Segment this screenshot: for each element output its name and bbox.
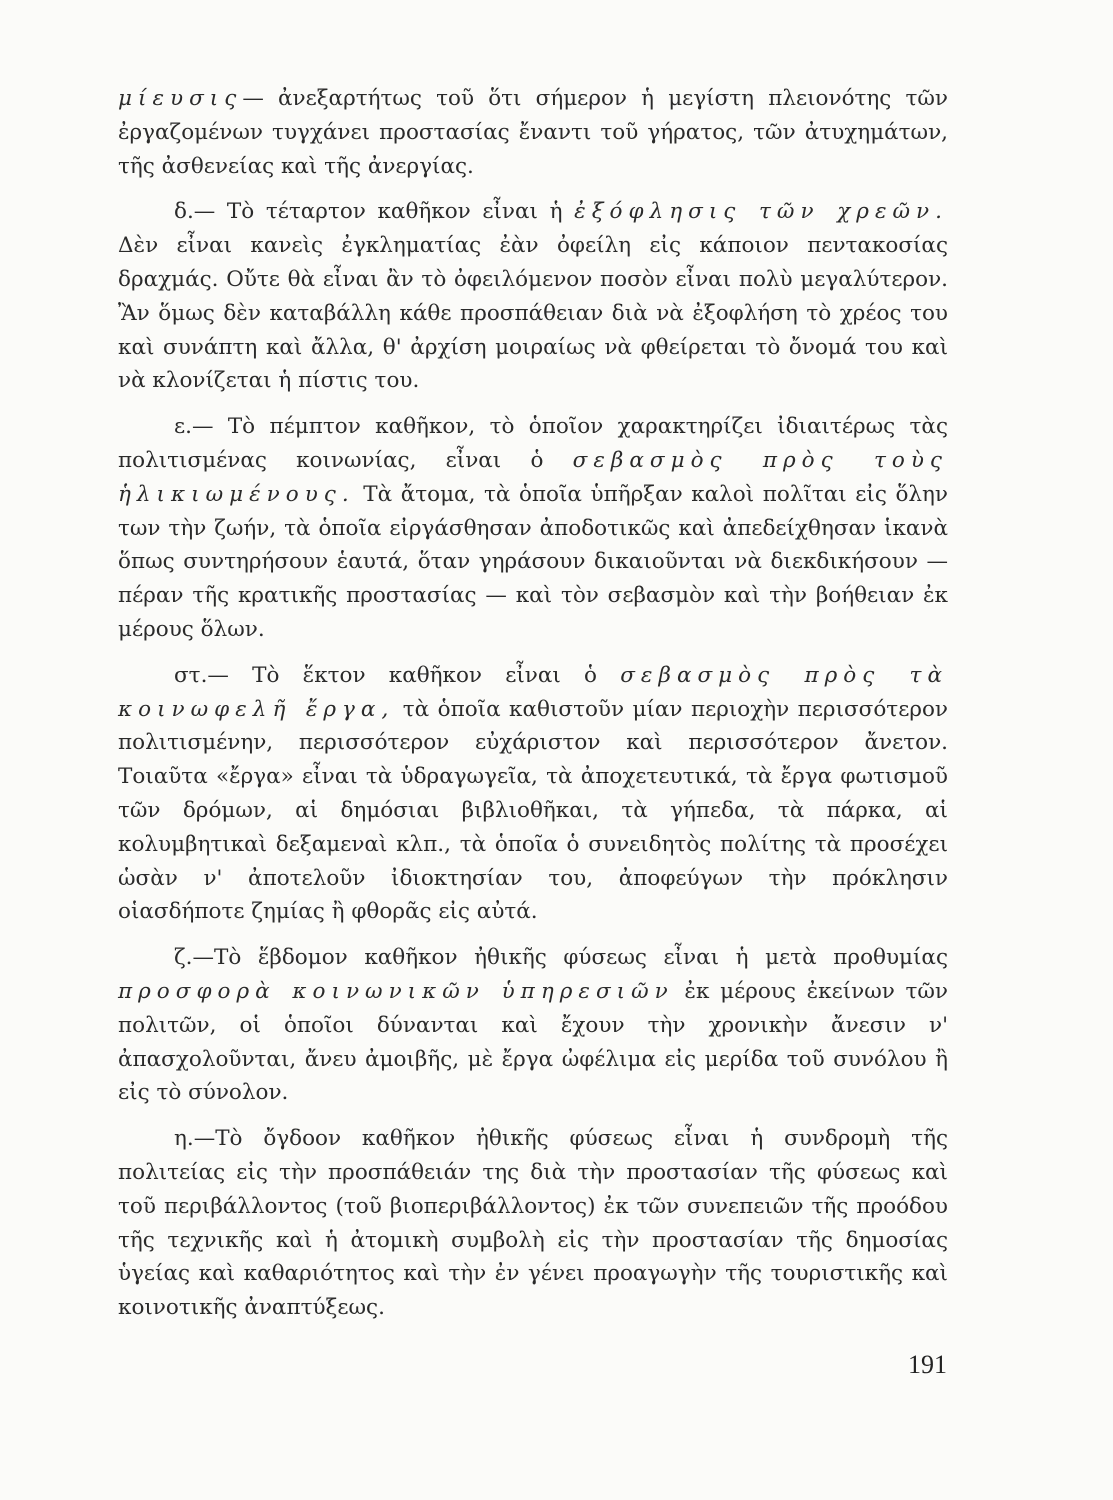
paragraph [118,195,948,398]
page-number: 191 [908,1350,947,1379]
emphasized-text: σεβασμὸς πρὸς τὰ κοινωφελῆ ἔργα, [118,662,948,722]
paragraph [118,659,948,929]
emphasized-text: προσφορὰ κοινωνικῶν ὑπηρεσιῶν [118,978,674,1004]
text-run: — ἀνεξαρτήτως τοῦ ὅτι σήμερον ἡ μεγίστη πλειονότης τῶν ἐργαζομένων τυγχάνει προστασίας ἔναντι τοῦ γήρατος, τῶν ἀτυχημάτων, τῆς ἀσθενείας καὶ τῆς ἀνεργίας. [118,86,948,179]
text-run: Δὲν εἶναι κανεὶς ἐγκληματίας ἐὰν ὀφείλη εἰς κάποιον πεντακοσίας δραχμάς. Οὔτε θὰ εἶναι ἂν τὸ ὀφειλόμενον ποσὸν εἶναι πολὺ μεγαλύτερον. Ἂν ὅμως δὲν καταβάλλη κάθε προσπάθειαν διὰ νὰ ἐξοφλήση τὸ χρέος του καὶ συνάπτη καὶ ἄλλα, θ' ἀρχίση μοιραίως νὰ φθείρεται τὸ ὄνομά του καὶ νὰ κλονίζεται ἡ πίστις του. [118,233,948,394]
text-run: Τὰ ἄτομα, τὰ ὁποῖα ὑπῆρξαν καλοὶ πολῖται εἰς ὅλην των τὴν ζωήν, τὰ ὁποῖα εἰργάσθησαν ἀποδοτικῶς καὶ ἀπεδείχθησαν ἱκανὰ ὅπως συντηρήσουν ἑαυτά, ὅταν γηράσουν δικαιοῦνται νὰ διεκδικήσουν — πέραν τῆς κρατικῆς προστασίας — καὶ τὸν σεβασμὸν καὶ τὴν βοήθειαν ἐκ μέρους ὅλων. [118,481,948,642]
text-run: η.—Τὸ ὄγδοον καθῆκον ἠθικῆς φύσεως εἶναι ἡ συνδρομὴ τῆς πολιτείας εἰς τὴν προσπάθειάν της διὰ τὴν προστασίαν τῆς φύσεως καὶ τοῦ περιβάλλοντος (τοῦ βιοπεριβάλλοντος) ἐκ τῶν συνεπειῶν τῆς προόδου τῆς τεχνικῆς καὶ ἡ ἀτομικὴ συμβολὴ εἰς τὴν προστασίαν τῆς δημοσίας ὑγείας καὶ καθαριότητος καὶ τὴν ἐν γένει προαγωγὴν τῆς τουριστικῆς καὶ κοινοτικῆς ἀναπτύξεως. [118,1126,948,1321]
text-run: τὰ ὁποῖα καθιστοῦν μίαν περιοχὴν περισσότερον πολιτισμένην, περισσότερον εὐχάριστον καὶ περισσότερον ἄνετον. Τοιαῦτα «ἔργα» εἶναι τὰ ὑδραγωγεῖα, τὰ ἀποχετευτικά, τὰ ἔργα φωτισμοῦ τῶν δρόμων, αἱ δημόσιαι βιβλιοθῆκαι, τὰ γήπεδα, τὰ πάρκα, αἱ κολυμβητικαὶ δεξαμεναὶ κλπ., τὰ ὁποῖα ὁ συνειδητὸς πολίτης τὰ προσέχει ὡσὰν ν' ἀποτελοῦν ἰδιοκτησίαν του, ἀποφεύγων τὴν πρόκλησιν οἱασδήποτε ζημίας ἢ φθορᾶς εἰς αὐτά. [118,696,948,925]
text-run: ἐκ μέρους ἐκείνων τῶν πολιτῶν, οἱ ὁποῖοι δύνανται καὶ ἔχουν τὴν χρονικὴν ἄνεσιν ν' ἀπασχολοῦνται, ἄνευ ἀμοιβῆς, μὲ ἔργα ὠφέλιμα εἰς μερίδα τοῦ συνόλου ἢ εἰς τὸ σύνολον. [118,978,948,1106]
paragraph [118,410,948,647]
paragraph [118,1122,948,1325]
text-run: ε.— Τὸ πέμπτον καθῆκον, τὸ ὁποῖον χαρακτηρίζει ἰδιαιτέρως τὰς πολιτισμένας κοινωνίας, εἶναι ὁ [118,414,948,473]
emphasized-text: ἐξόφλησις τῶν χρεῶν. [574,199,948,225]
paragraph [118,82,948,183]
body-text [118,82,948,1337]
text-run: ζ.—Τὸ ἕβδομον καθῆκον ἠθικῆς φύσεως εἶναι ἡ μετὰ προθυμίας [174,945,948,971]
emphasized-text: σεβασμὸς πρὸς τοὺς ἡλικιωμένους. [118,447,948,507]
text-run: δ.— Τὸ τέταρτον καθῆκον εἶναι ἡ [174,199,575,225]
paragraph [118,941,948,1110]
text-run: στ.— Τὸ ἕκτον καθῆκον εἶναι ὁ [174,662,621,688]
emphasized-text: μίευσις [118,86,243,111]
